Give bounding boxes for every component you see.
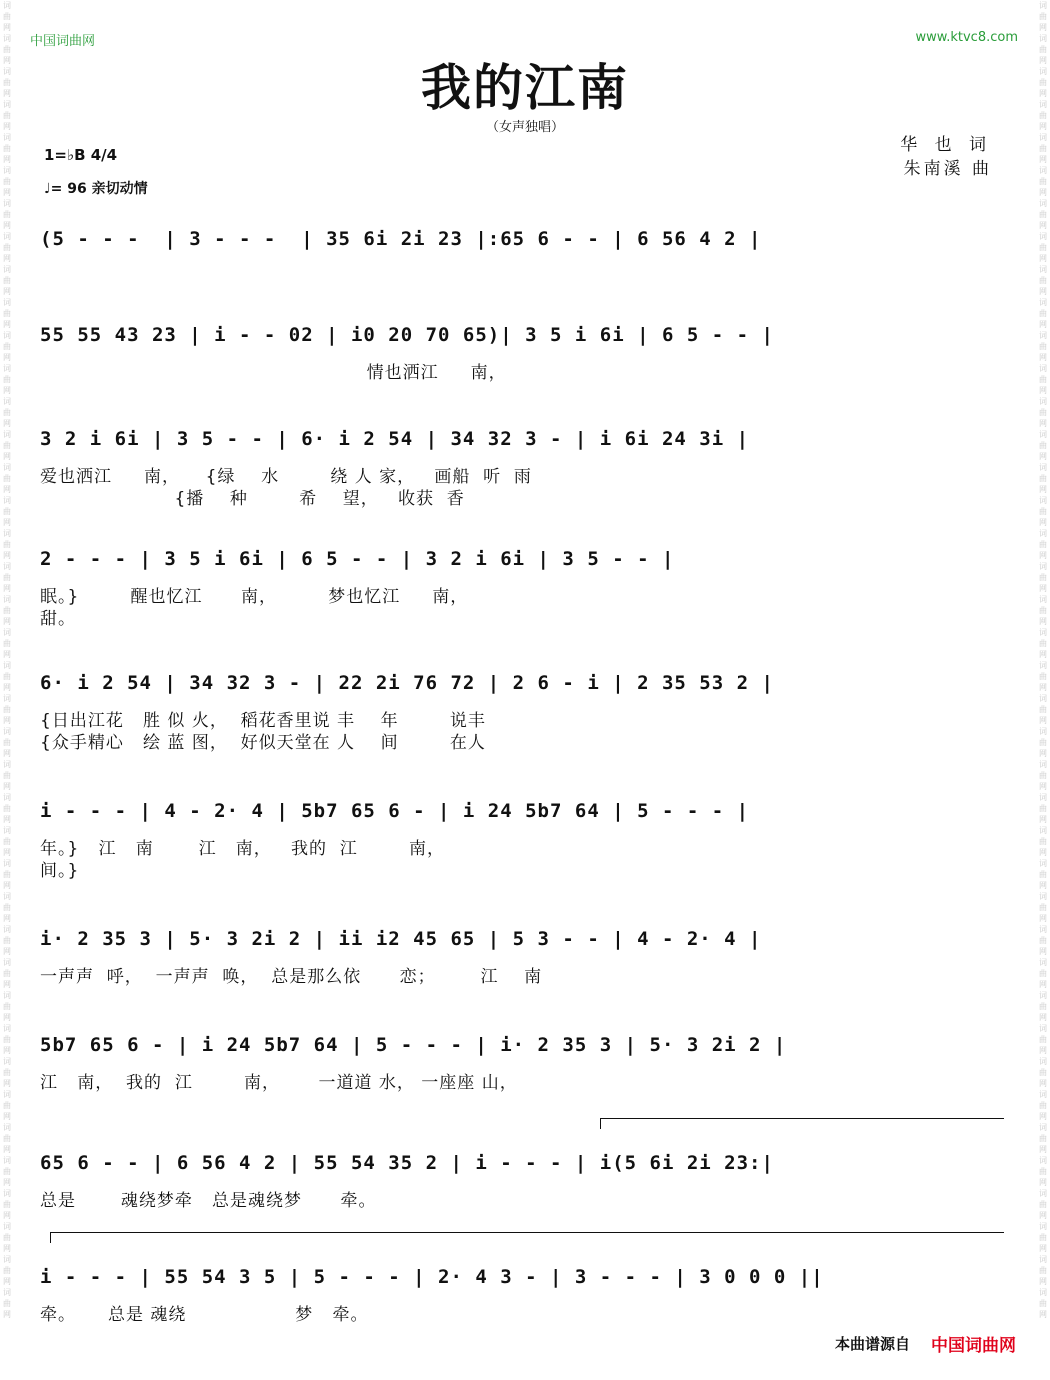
notation-line: 55 55 43 23 | i - - 02 | i0 20 70 65)| 3 5 i 6i | 6 5 - - | [40,324,774,346]
notation-line: i - - - | 4 - 2· 4 | 5b7 65 6 - | i 24 5b7 64 | 5 - - - | [40,800,750,822]
side-watermark-right: 词曲网词曲网词曲网词曲网词曲网词曲网词曲网词曲网词曲网词曲网词曲网词曲网词曲网词曲网词曲网词曲网词曲网词曲网词曲网词曲网词曲网词曲网词曲网词曲网词曲网词曲网词曲网词曲网词曲网词曲网词曲网词曲网词曲网词曲网词曲网词曲网词曲网词曲网词曲网词曲网 [1039,1,1047,1319]
lyric-line: 一声声 呼， 一声声 唤， 总是那么依 恋； 江 南 [40,967,543,987]
lyric-line: 江 南， 我的 江 南， 一道道 水， 一座座 山， [40,1073,518,1093]
notation-line: 6· i 2 54 | 34 32 3 - | 22 2i 76 72 | 2 6 - i | 2 35 53 2 | [40,672,774,694]
notation-line: i - - - | 55 54 3 5 | 5 - - - | 2· 4 3 - | 3 - - - | 3 0 0 0 || [40,1266,824,1288]
notation-line: 5b7 65 6 - | i 24 5b7 64 | 5 - - - | i· 2 35 3 | 5· 3 2i 2 | [40,1034,787,1056]
site-watermark-left: 中国词曲网 [30,34,96,49]
lyricist-credit: 华 也 词 [900,135,992,155]
footer-source-label: 本曲谱源自 [834,1335,910,1353]
notation-line: 3 2 i 6i | 3 5 - - | 6· i 2 54 | 34 32 3 - | i 6i 24 3i | [40,428,750,450]
notation-line: i· 2 35 3 | 5· 3 2i 2 | ii i2 45 65 | 5 3 - - | 4 - 2· 4 | [40,928,762,950]
site-watermark-right: www.ktvc8.com [915,30,1018,45]
tempo-marking: ♩= 96 亲切动情 [44,181,148,197]
volta-bracket [600,1118,1004,1129]
song-title: 我的江南 [421,59,629,117]
lyric-line: 总是 魂绕梦牵 总是魂绕梦 牵。 [40,1191,377,1211]
notation-line: 2 - - - | 3 5 i 6i | 6 5 - - | 3 2 i 6i | 3 5 - - | [40,548,675,570]
footer-site-name: 中国词曲网 [931,1336,1016,1356]
lyric-line: {众手精心 绘 蓝 图， 好似天堂在 人 间 在人 [40,733,486,753]
notation-line: 65 6 - - | 6 56 4 2 | 55 54 35 2 | i - - - | i(5 6i 2i 23:| [40,1152,774,1174]
lyric-line: 情也洒江 南， [40,363,507,383]
key-signature: 1=♭B 4/4 [44,146,118,164]
lyric-line: {日出江花 胜 似 火， 稻花香里说 丰 年 说丰 [40,711,486,731]
lyric-line: {播 种 希 望， 收获 香 [40,489,465,509]
lyric-line: 眠。} 醒也忆江 南， 梦也忆江 南， [40,587,469,607]
lyric-line: 爱也洒江 南， {绿 水 绕 人 家， 画船 听 雨 [40,467,532,487]
composer-credit: 朱南溪 曲 [903,159,992,179]
lyric-line: 牵。 总是 魂绕 梦 牵。 [40,1305,369,1325]
volta-bracket [50,1232,1004,1243]
lyric-line: 间。} [40,861,80,881]
side-watermark-left: 词曲网词曲网词曲网词曲网词曲网词曲网词曲网词曲网词曲网词曲网词曲网词曲网词曲网词曲网词曲网词曲网词曲网词曲网词曲网词曲网词曲网词曲网词曲网词曲网词曲网词曲网词曲网词曲网词曲网词曲网词曲网词曲网词曲网词曲网词曲网词曲网词曲网词曲网词曲网词曲网 [3,1,11,1319]
lyric-line: 甜。 [40,609,76,629]
song-subtitle: （女声独唱） [485,120,564,135]
notation-line: (5 - - - | 3 - - - | 35 6i 2i 23 |:65 6 - - | 6 56 4 2 | [40,228,762,250]
lyric-line: 年。} 江 南 江 南， 我的 江 南， [40,839,446,859]
